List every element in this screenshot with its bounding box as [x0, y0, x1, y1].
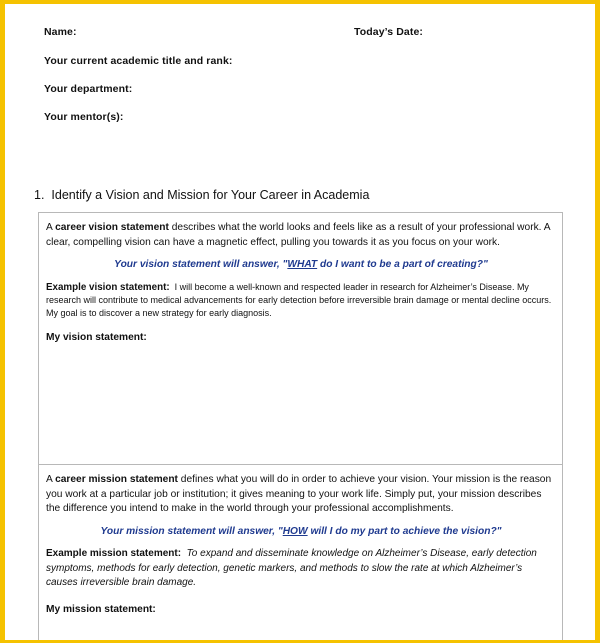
department-label: Your department: [44, 83, 133, 95]
document-page [5, 4, 595, 640]
mission-example-label: Example mission statement: [46, 548, 182, 559]
my-mission-label: My mission statement: [46, 603, 156, 615]
vision-example [46, 281, 556, 320]
vision-example-label: Example vision statement: [46, 281, 170, 293]
vision-answer-pre: Your vision statement will answer, " [114, 259, 288, 270]
name-label: Name: [44, 26, 77, 38]
mission-answer-post: will I do my part to achieve the vision?" [307, 525, 502, 537]
mission-example [46, 547, 556, 591]
vision-example-text: I will become a well-known and respected leader in research for Alzheimer’s Disease. My research will contribute to medical advancements for early detection before irreversible brain damage or mental decline occurs. My goal is to discover a new strategy for early diagnosis. [46, 281, 552, 318]
vision-answer-post: do I want to be a part of creating?" [317, 259, 488, 270]
mission-answer [46, 525, 556, 540]
vision-intro [46, 221, 556, 250]
vision-box [38, 212, 563, 465]
vision-answer [46, 258, 556, 273]
mission-example-text: To expand and disseminate knowledge on Alzheimer’s Disease, early detection symptoms, methods for early detection, genetic markers, and methods to slow the rate at which Alzheimer’s causes irreversible brain damage. [46, 548, 537, 588]
section-heading [34, 188, 369, 202]
section-title: Identify a Vision and Mission for Your Career in Academia [51, 188, 370, 202]
mission-answer-pre: Your mission statement will answer, " [100, 525, 283, 537]
mentors-label: Your mentor(s): [44, 111, 124, 123]
my-vision-label: My vision statement: [46, 332, 147, 343]
academic-title-label: Your current academic title and rank: [44, 55, 233, 67]
vision-intro-term: career vision statement [55, 222, 169, 233]
todays-date-label: Today’s Date: [354, 26, 423, 38]
vision-answer-emphasis: WHAT [287, 259, 318, 270]
mission-intro-prefix: A [46, 474, 53, 485]
vision-intro-prefix: A [46, 222, 53, 233]
mission-box [38, 464, 563, 640]
mission-intro-rest: defines what you will do in order to achieve your vision. Your mission is the reason you work at a particular job or institution; it gives meaning to your work life. Simply put, your mission describes the difference you intend to make in the world through your professional accomplishments. [46, 474, 552, 514]
mission-intro [46, 473, 556, 517]
mission-intro-term: career mission statement [55, 474, 178, 485]
mission-answer-emphasis: HOW [282, 525, 308, 537]
section-number: 1. [34, 188, 45, 202]
vision-intro-rest: describes what the world looks and feels like as a result of your professional work. A clear, compelling vision can have a magnetic effect, pulling you towards it as you focus on your work. [46, 222, 551, 248]
